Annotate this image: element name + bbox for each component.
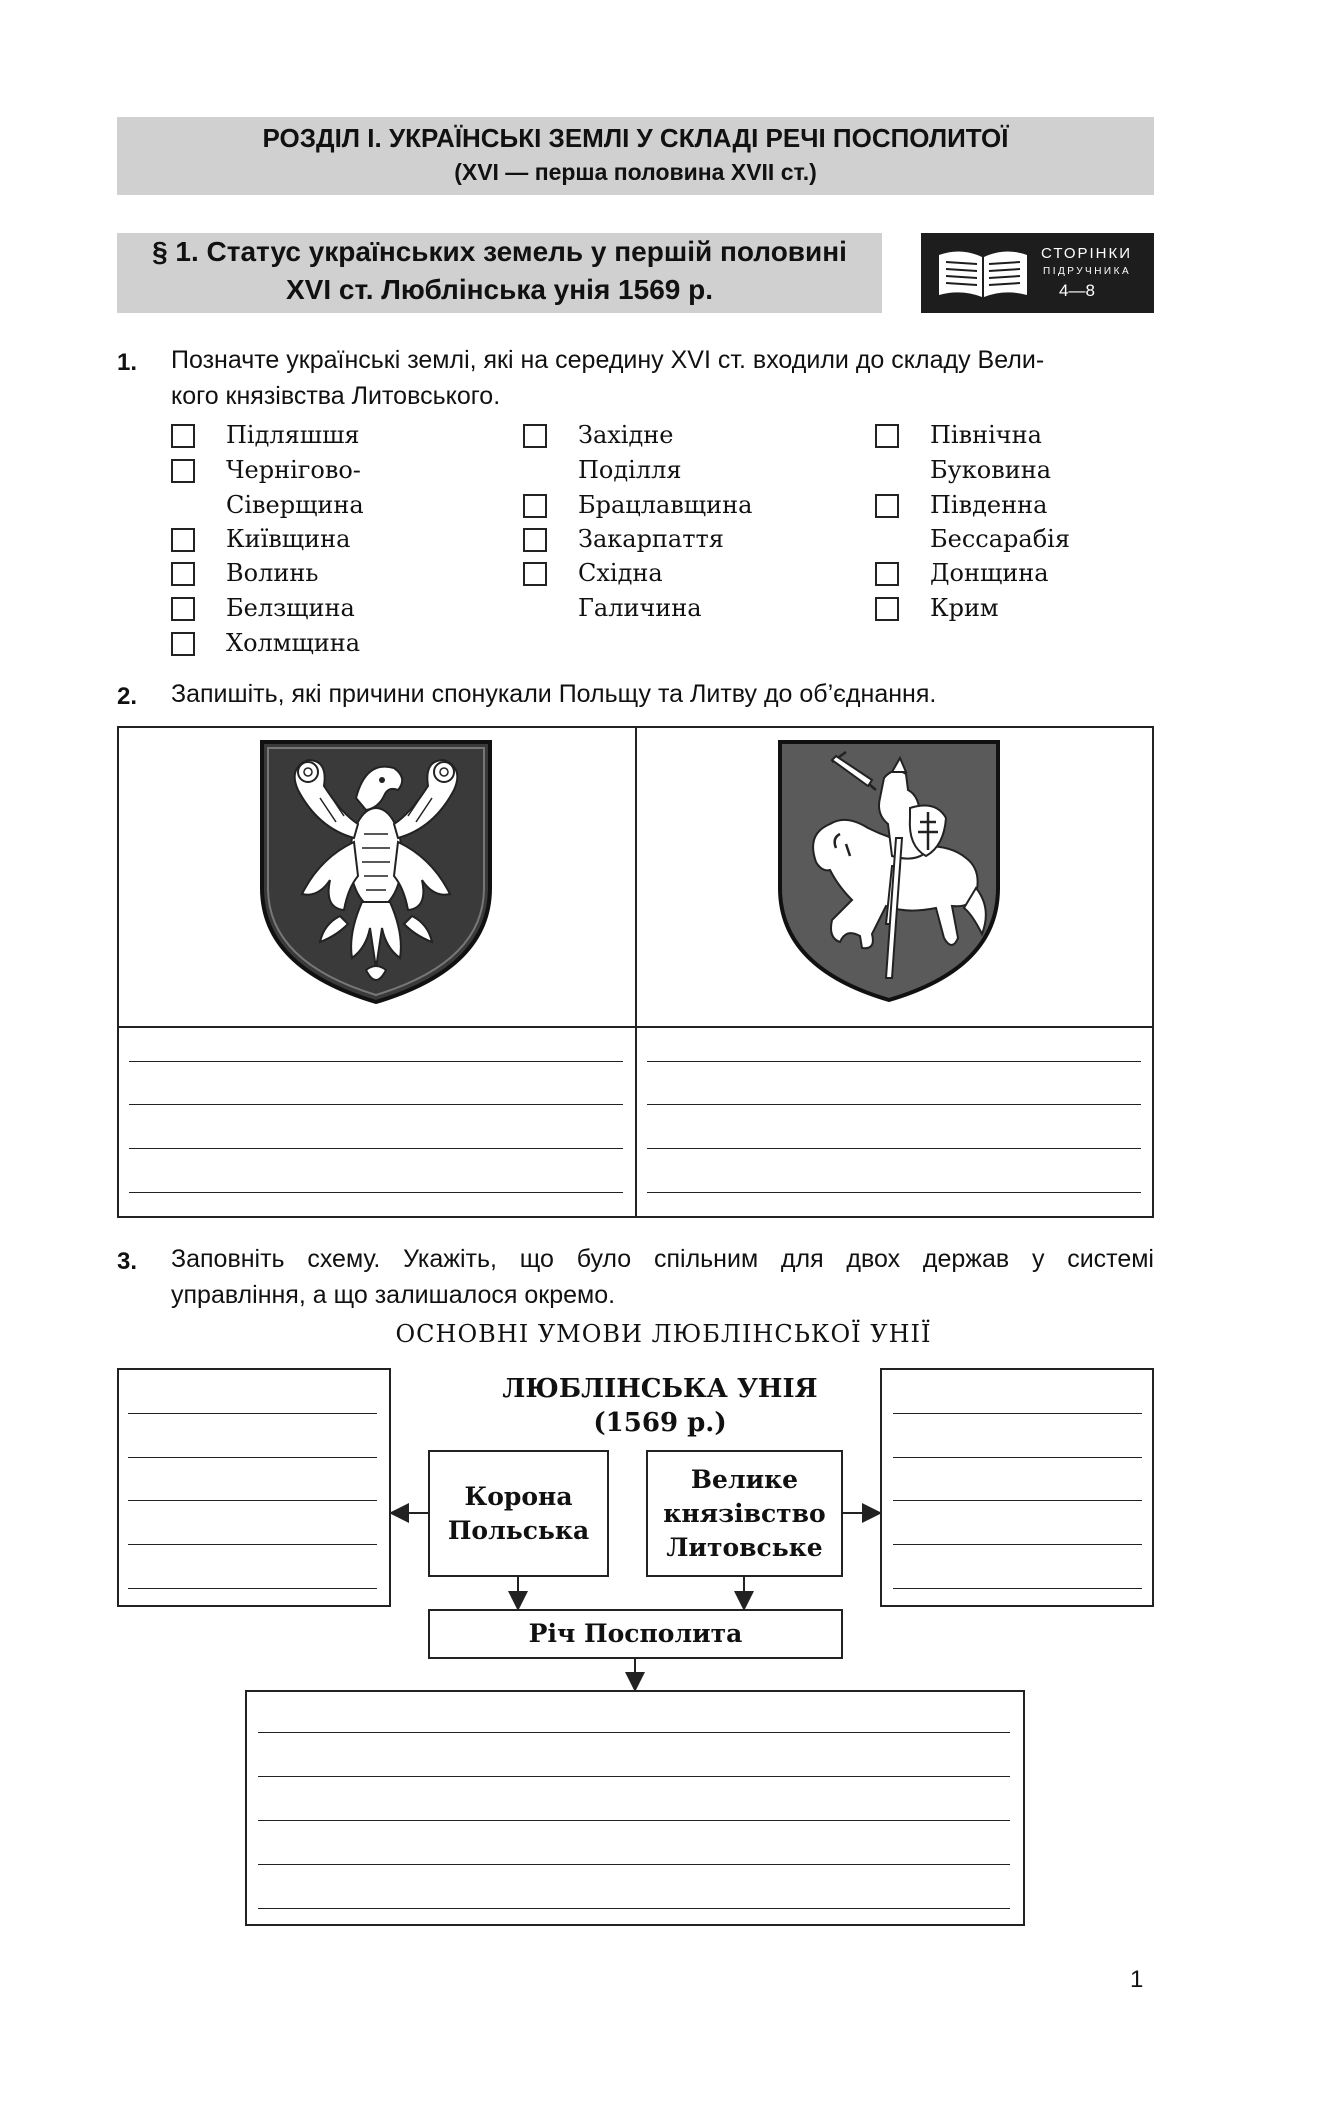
chapter-title: РОЗДІЛ І. УКРАЇНСЬКІ ЗЕМЛІ У СКЛАДІ РЕЧІ ПОСПОЛИТОЇ bbox=[262, 123, 1009, 153]
option-label: Бессарабія bbox=[930, 525, 1070, 553]
option-label: Підляшшя bbox=[226, 421, 360, 449]
option-label: Північна bbox=[930, 421, 1042, 449]
union-year: (1569 р.) bbox=[593, 1408, 727, 1438]
poland-line1: Корона bbox=[464, 1481, 573, 1511]
task3-text-line2: управління, а що залишалося окремо. bbox=[171, 1281, 616, 1309]
task1-text-line2: кого князівства Литовського. bbox=[171, 382, 501, 410]
section-title-line2: XVI ст. Люблінська унія 1569 р. bbox=[285, 274, 714, 305]
answer-line[interactable] bbox=[258, 1820, 1010, 1821]
lithuania-line1: Велике bbox=[690, 1464, 799, 1494]
commonwealth-label: Річ Посполита bbox=[528, 1619, 743, 1648]
poland-line2: Польська bbox=[447, 1515, 590, 1545]
task1-number: 1. bbox=[117, 349, 138, 376]
option-label: Чернігово- bbox=[226, 456, 361, 484]
task2-text: Запишіть, які причини спонукали Польщу та Литву до об’єднання. bbox=[171, 680, 937, 708]
task3-text-line1: Заповніть схему. Укажіть, що було спільним для двох держав у системі bbox=[171, 1245, 1154, 1273]
option-label: Холмщина bbox=[226, 629, 361, 657]
task1-text-line1: Позначте українські землі, які на середину XVI ст. входили до складу Вели- bbox=[171, 346, 1045, 374]
option-label: Донщина bbox=[930, 559, 1049, 587]
option-label: Південна bbox=[930, 491, 1048, 519]
option-label: Галичина bbox=[578, 594, 702, 622]
bottom-answer-box bbox=[245, 1690, 1025, 1926]
option-label: Буковина bbox=[930, 456, 1052, 484]
lithuania-line3: Литовське bbox=[666, 1532, 823, 1562]
option-label: Брацлавщина bbox=[578, 491, 753, 519]
section-title-line1: § 1. Статус українських земель у першій половині bbox=[152, 236, 847, 267]
page-number: 1 bbox=[1130, 1966, 1144, 1993]
option-label: Белзщина bbox=[226, 594, 355, 622]
task3-number: 3. bbox=[117, 1248, 138, 1275]
badge-label: СТОРІНКИ bbox=[1041, 245, 1133, 262]
option-label: Західне bbox=[578, 421, 674, 449]
answer-line[interactable] bbox=[258, 1864, 1010, 1865]
task2-number: 2. bbox=[117, 683, 138, 710]
badge-pages: 4—8 bbox=[1059, 281, 1095, 300]
chapter-subtitle: (XVI — перша половина XVII ст.) bbox=[454, 159, 817, 185]
answer-line[interactable] bbox=[258, 1776, 1010, 1777]
option-label: Крим bbox=[930, 594, 999, 622]
option-label: Поділля bbox=[578, 456, 682, 484]
badge-sublabel: ПІДРУЧНИКА bbox=[1043, 266, 1132, 277]
lithuania-line2: князівство bbox=[663, 1498, 826, 1528]
option-label: Волинь bbox=[226, 559, 319, 587]
answer-line[interactable] bbox=[258, 1908, 1010, 1909]
answer-line[interactable] bbox=[258, 1732, 1010, 1733]
scheme-title: ОСНОВНІ УМОВИ ЛЮБЛІНСЬКОЇ УНІЇ bbox=[395, 1320, 932, 1348]
union-title: ЛЮБЛІНСЬКА УНІЯ bbox=[502, 1374, 818, 1404]
option-label: Київщина bbox=[226, 525, 351, 553]
option-label: Східна bbox=[578, 559, 663, 587]
option-label: Закарпаття bbox=[578, 525, 724, 553]
option-label: Сіверщина bbox=[226, 491, 364, 519]
